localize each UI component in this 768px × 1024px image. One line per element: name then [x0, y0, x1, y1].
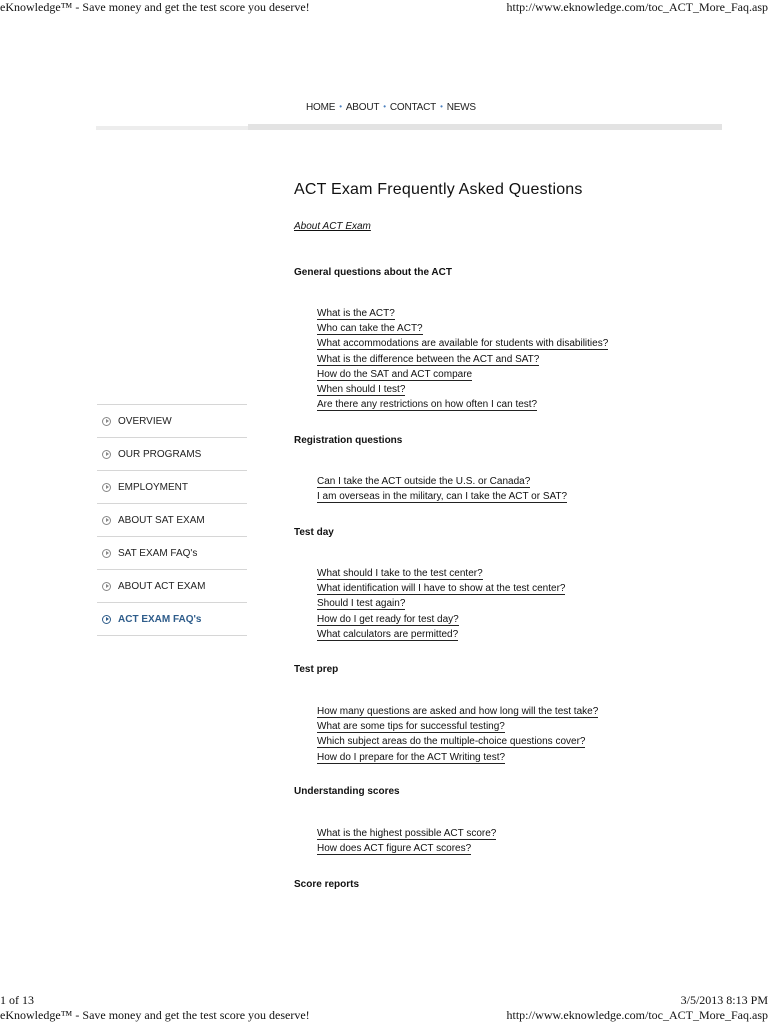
list-item — [317, 381, 608, 396]
section-heading: General questions about the ACT — [294, 267, 452, 278]
faq-link[interactable]: What are some tips for successful testing? — [317, 721, 505, 733]
faq-link[interactable]: I am overseas in the military, can I take the ACT or SAT? — [317, 491, 568, 503]
list-item — [317, 320, 608, 335]
faq-link[interactable]: Who can take the ACT? — [317, 323, 423, 335]
faq-link[interactable]: How do I prepare for the ACT Writing test? — [317, 751, 506, 763]
question-list — [317, 305, 608, 411]
sidebar-item-overview[interactable] — [97, 404, 247, 437]
sidebar-item-about-act-exam[interactable] — [97, 569, 247, 602]
nav-separator: • — [440, 102, 443, 111]
faq-link[interactable]: How do the SAT and ACT compare — [317, 368, 473, 380]
print-header — [0, 0, 768, 14]
question-list — [317, 473, 567, 503]
circle-arrow-icon — [102, 417, 111, 426]
print-footer — [0, 993, 768, 1007]
nav-about-link[interactable]: ABOUT — [345, 102, 380, 113]
section-heading: Test prep — [294, 664, 339, 675]
faq-link[interactable]: What accommodations are available for students with disabilities? — [317, 338, 609, 350]
list-item — [317, 580, 565, 595]
list-item — [317, 335, 608, 350]
print-datetime: 3/5/2013 8:13 PM — [680, 993, 768, 1007]
nav-separator: • — [383, 102, 386, 111]
section-heading: Score reports — [294, 879, 360, 890]
sidebar-item-label: ABOUT SAT EXAM — [118, 514, 205, 526]
list-item — [317, 611, 565, 626]
question-list — [317, 703, 598, 764]
section-heading: Understanding scores — [294, 786, 400, 797]
sidebar-item-about-sat-exam[interactable] — [97, 503, 247, 536]
print-footer-repeat — [0, 1008, 768, 1022]
circle-arrow-icon — [102, 516, 111, 525]
list-item — [317, 733, 598, 748]
sidebar-item-act-exam-faqs[interactable] — [97, 602, 247, 636]
nav-news-link[interactable]: NEWS — [446, 102, 476, 113]
section-heading: Registration questions — [294, 435, 403, 446]
print-page-number: 1 of 13 — [0, 993, 34, 1007]
top-nav — [306, 102, 476, 113]
list-item — [317, 840, 496, 855]
sidebar-item-our-programs[interactable] — [97, 437, 247, 470]
faq-link[interactable]: What calculators are permitted? — [317, 628, 459, 640]
list-item — [317, 749, 598, 764]
list-item — [317, 366, 608, 381]
sidebar-item-label: OVERVIEW — [118, 415, 172, 427]
about-act-exam-link[interactable]: About ACT Exam — [294, 221, 371, 232]
list-item — [317, 595, 565, 610]
header-divider — [96, 124, 722, 132]
list-item — [317, 565, 565, 580]
section-heading: Test day — [294, 527, 334, 538]
print-footer-title: eKnowledge™ - Save money and get the test score you deserve! — [0, 1008, 310, 1022]
list-item — [317, 396, 608, 411]
circle-arrow-icon — [102, 483, 111, 492]
nav-home-link[interactable]: HOME — [306, 102, 336, 113]
faq-link[interactable]: What is the ACT? — [317, 308, 395, 319]
sidebar-item-sat-exam-faqs[interactable] — [97, 536, 247, 569]
sidebar-item-label: ACT EXAM FAQ's — [118, 613, 202, 625]
faq-link[interactable]: When should I test? — [317, 383, 406, 395]
list-item — [317, 473, 567, 488]
sidebar-item-label: EMPLOYMENT — [118, 481, 189, 493]
circle-arrow-icon — [102, 450, 111, 459]
circle-arrow-icon — [102, 582, 111, 591]
list-item — [317, 703, 598, 718]
page-title: ACT Exam Frequently Asked Questions — [294, 181, 583, 198]
circle-arrow-icon — [102, 615, 111, 624]
print-footer-url: http://www.eknowledge.com/toc_ACT_More_Faq.asp — [506, 1008, 768, 1022]
faq-link[interactable]: Are there any restrictions on how often I can test? — [317, 399, 538, 411]
list-item — [317, 488, 567, 503]
faq-link[interactable]: Can I take the ACT outside the U.S. or Canada? — [317, 476, 531, 487]
sidebar-item-employment[interactable] — [97, 470, 247, 503]
question-list — [317, 825, 496, 855]
sidebar-item-label: SAT EXAM FAQ's — [118, 547, 198, 559]
faq-link[interactable]: What is the difference between the ACT and SAT? — [317, 353, 540, 365]
print-header-url: http://www.eknowledge.com/toc_ACT_More_Faq.asp — [506, 0, 768, 14]
faq-link[interactable]: How do I get ready for test day? — [317, 613, 459, 625]
list-item — [317, 718, 598, 733]
sidebar-item-label: ABOUT ACT EXAM — [118, 580, 206, 592]
list-item — [317, 305, 608, 320]
faq-link[interactable]: Should I test again? — [317, 598, 406, 610]
sidebar-nav — [97, 404, 247, 636]
nav-separator: • — [339, 102, 342, 111]
list-item — [317, 825, 496, 840]
nav-contact-link[interactable]: CONTACT — [389, 102, 437, 113]
circle-arrow-icon — [102, 549, 111, 558]
list-item — [317, 626, 565, 641]
faq-link[interactable]: What is the highest possible ACT score? — [317, 828, 497, 839]
list-item — [317, 351, 608, 366]
faq-link[interactable]: How many questions are asked and how long will the test take? — [317, 706, 599, 717]
faq-link[interactable]: How does ACT figure ACT scores? — [317, 843, 472, 855]
print-header-title: eKnowledge™ - Save money and get the test score you deserve! — [0, 0, 310, 14]
sidebar-item-label: OUR PROGRAMS — [118, 448, 202, 460]
faq-link[interactable]: What should I take to the test center? — [317, 568, 483, 579]
faq-link[interactable]: What identification will I have to show at the test center? — [317, 583, 566, 595]
question-list — [317, 565, 565, 641]
faq-link[interactable]: Which subject areas do the multiple-choice questions cover? — [317, 736, 586, 748]
